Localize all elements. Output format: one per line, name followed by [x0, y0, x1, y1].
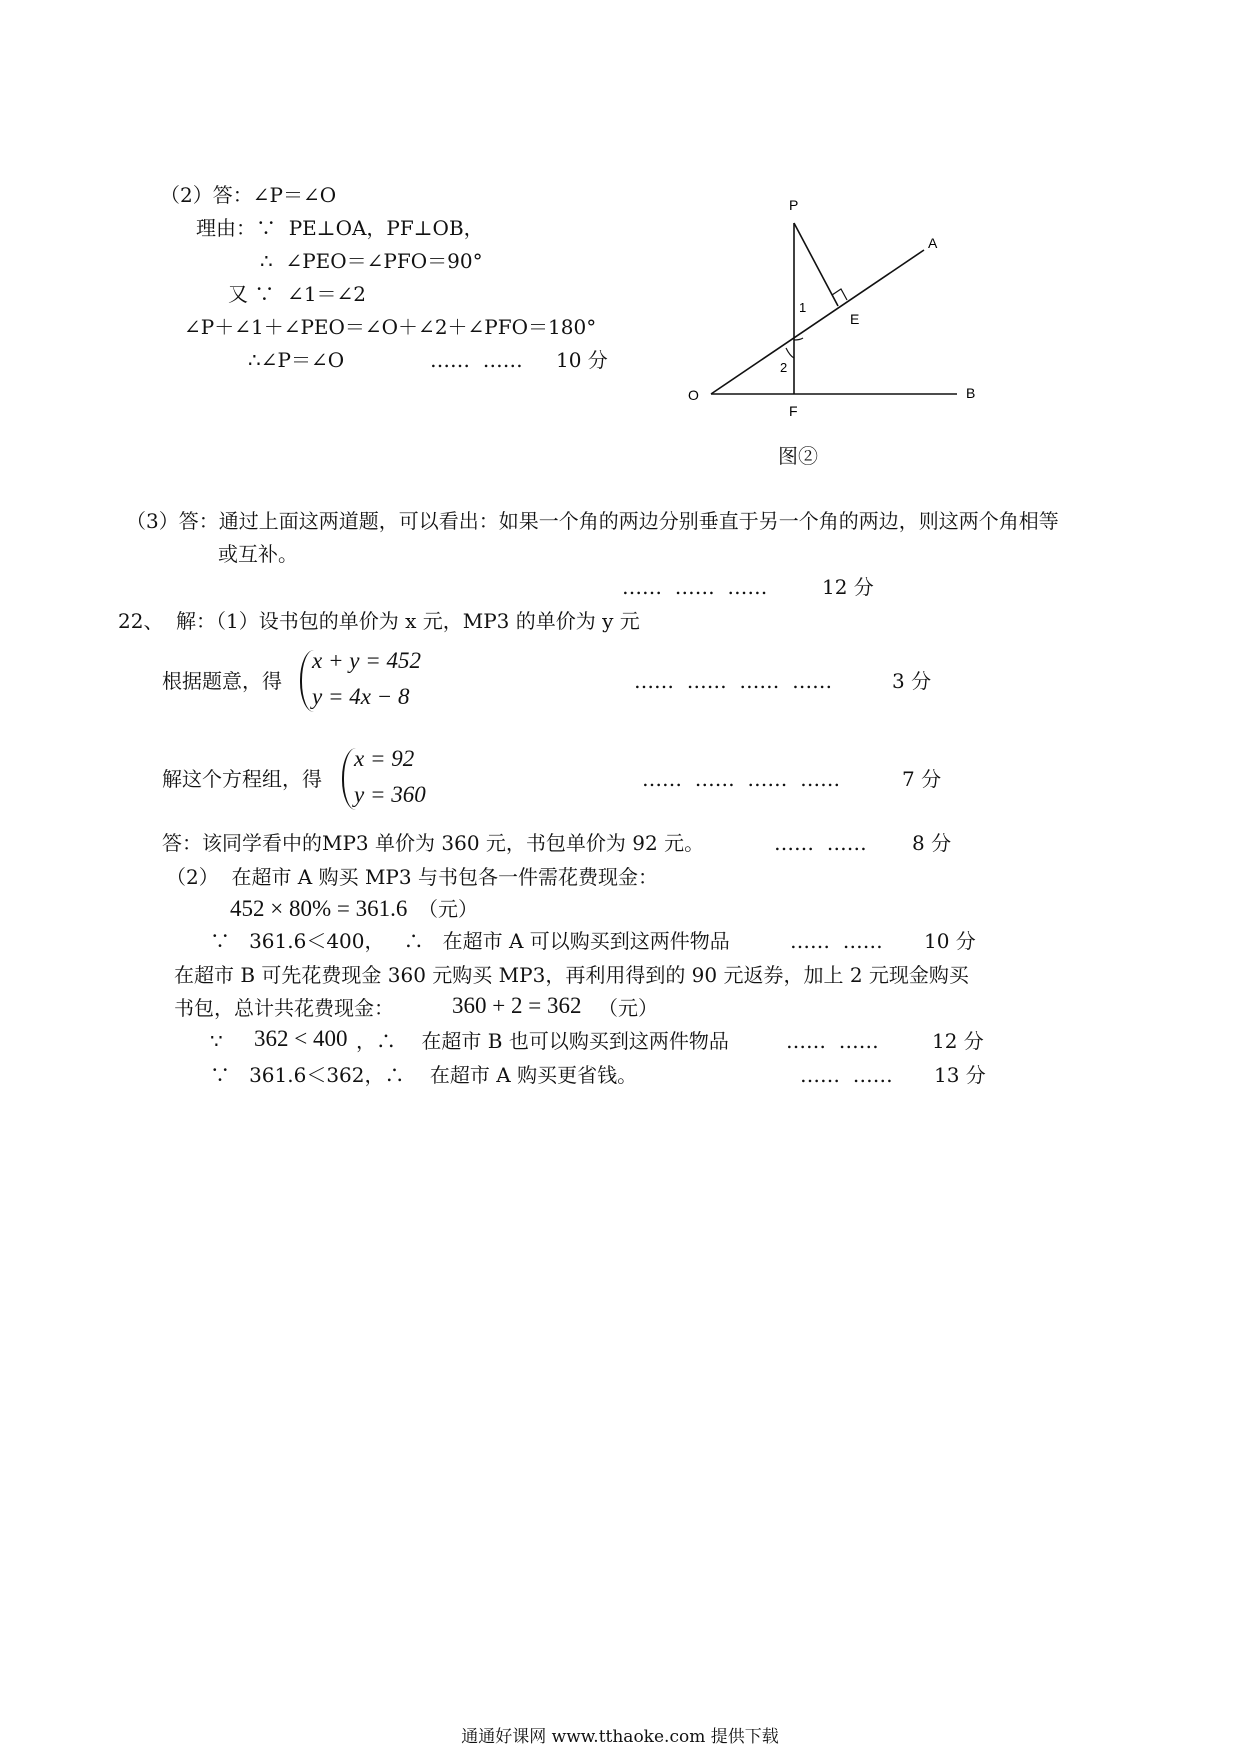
q22-answer: 答：该同学看中的MP3 单价为 360 元，书包单价为 92 元。 [162, 831, 705, 855]
q22-intro: 解：（1）设书包的单价为 x 元，MP3 的单价为 y 元 [176, 609, 640, 633]
part2-step1: ∴ ∠PEO＝∠PFO＝90° [260, 249, 483, 273]
part2-heading: （2）答：∠P＝∠O [160, 183, 337, 207]
q22-part2-line5-text: 书包，总计共花费现金： [174, 996, 394, 1020]
system2-eq1: x = 92 [354, 746, 415, 771]
q22-answer-score: 8 分 [912, 831, 952, 855]
q22-part2-intro: （2） 在超市 A 购买 MP3 与书包各一件需花费现金： [166, 865, 658, 889]
system1-eq1: x + y = 452 [312, 648, 421, 673]
part2-step2: 又 ∵ ∠1＝∠2 [228, 282, 367, 306]
q22-part2-line3-score: 10 分 [924, 929, 976, 953]
q22-number: 22、 [118, 609, 164, 633]
line-pe [794, 223, 838, 306]
label-angle-1: 1 [799, 300, 807, 315]
label-p: P [789, 197, 799, 213]
part2-reason: 理由：∵ PE⊥OA，PF⊥OB， [196, 216, 484, 240]
q22-part2-line6-score: 12 分 [932, 1029, 984, 1053]
angle-arc-2 [786, 348, 794, 358]
line-oa [711, 250, 924, 394]
figure-caption: 图② [778, 444, 818, 468]
q22-part2-line7-dots: …… …… [800, 1063, 893, 1087]
part2-step3: ∠P＋∠1＋∠PEO＝∠O＋∠2＋∠PFO＝180° [184, 315, 597, 339]
page-footer: 通通好课网 www.tthaoke.com 提供下载 [461, 1727, 779, 1747]
system2-score: 7 分 [902, 767, 942, 791]
q22-answer-dots: …… …… [774, 831, 867, 855]
q22-part2-line6-calc: 362 < 400 [254, 1026, 348, 1051]
label-o: O [688, 387, 699, 403]
part2-dots: …… …… [430, 348, 523, 372]
q22-part2-line3: ∵ 361.6＜400， ∴ 在超市 A 可以购买到这两件物品 [210, 929, 730, 953]
q22-part2-line6-because: ∵ [210, 1029, 223, 1053]
part3-dots: …… …… …… [622, 575, 768, 599]
q22-part2-line6-dots: …… …… [786, 1029, 879, 1053]
part2-score: 10 分 [556, 348, 608, 372]
system2-dots: …… …… …… …… [642, 767, 841, 791]
part2-step4: ∴∠P＝∠O [248, 348, 345, 372]
geometry-figure [684, 188, 984, 428]
q22-part2-line7: ∵ 361.6＜362，∴ 在超市 A 购买更省钱。 [210, 1063, 638, 1087]
q22-part2-calc: 452 × 80% = 361.6 [230, 896, 408, 921]
system1-label: 根据题意，得 [162, 669, 282, 693]
part3-line1: （3）答：通过上面这两道题，可以看出：如果一个角的两边分别垂直于另一个角的两边，则这两个角相等 [126, 509, 1059, 533]
label-a: A [928, 235, 938, 251]
system1-score: 3 分 [892, 669, 932, 693]
label-e: E [850, 311, 860, 327]
q22-part2-line5-unit: （元） [598, 996, 658, 1020]
system1-eq2: y = 4x − 8 [312, 684, 410, 709]
system2-eq2: y = 360 [354, 782, 426, 807]
angle-arc-1 [794, 338, 803, 340]
system1-dots: …… …… …… …… [634, 669, 833, 693]
system2-label: 解这个方程组，得 [162, 767, 322, 791]
q22-part2-line7-score: 13 分 [934, 1063, 986, 1087]
label-angle-2: 2 [780, 360, 788, 375]
q22-part2-line4: 在超市 B 可先花费现金 360 元购买 MP3，再利用得到的 90 元返券，加上 2 元现金购买 [174, 963, 969, 987]
part3-score: 12 分 [822, 575, 874, 599]
label-f: F [789, 403, 798, 419]
q22-part2-line6-text: ，∴ 在超市 B 也可以购买到这两件物品 [356, 1029, 729, 1053]
q22-part2-calc-unit: （元） [418, 897, 478, 921]
part3-line2: 或互补。 [218, 542, 298, 566]
q22-part2-line5-calc: 360 + 2 = 362 [452, 993, 582, 1018]
label-b: B [966, 385, 976, 401]
q22-part2-line3-dots: …… …… [790, 929, 883, 953]
